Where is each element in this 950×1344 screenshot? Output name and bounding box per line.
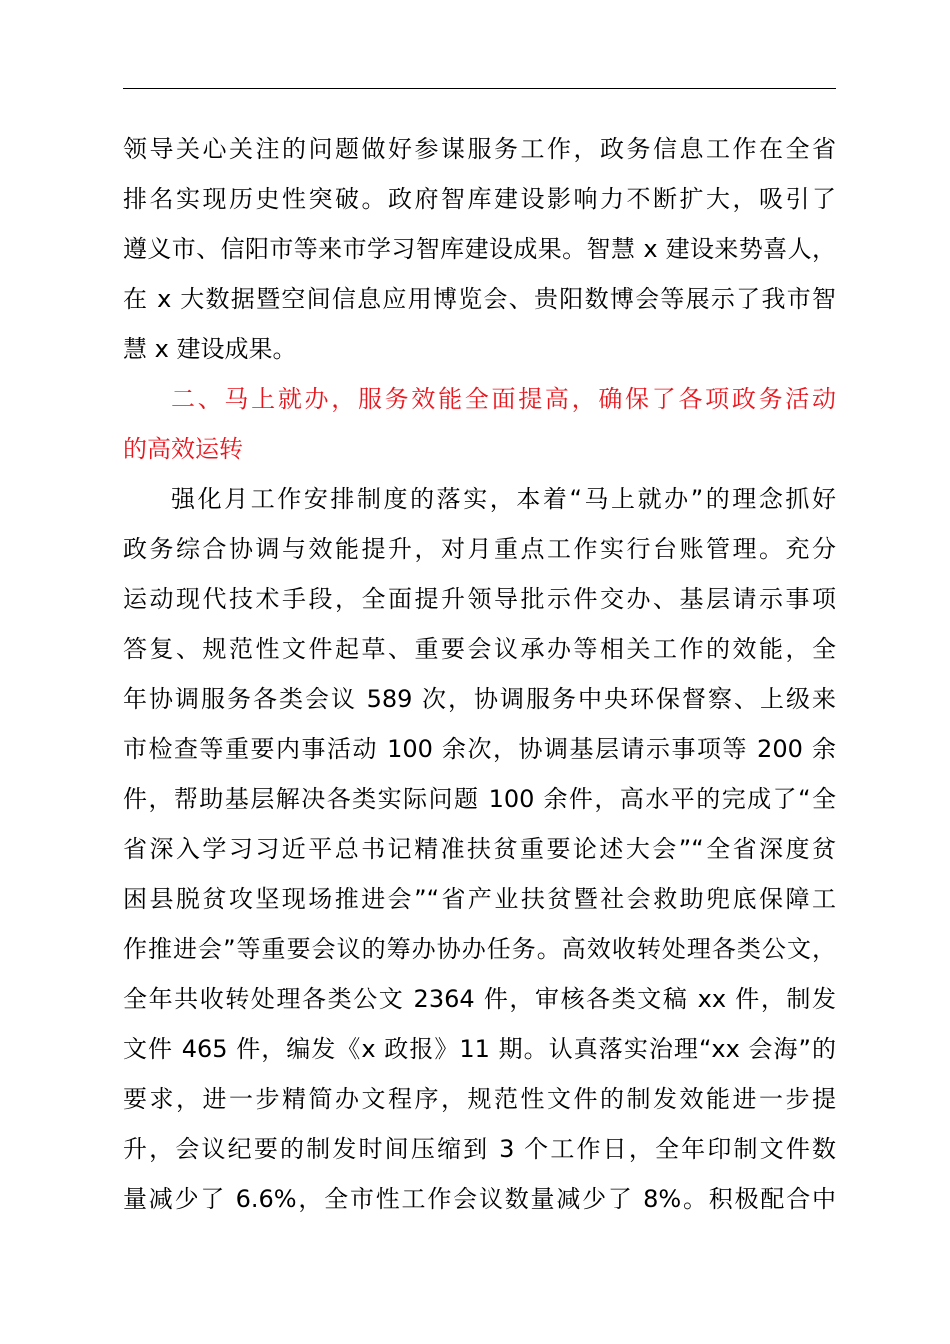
paragraph-line: 作推进会”等重要会议的筹办协办任务。高效收转处理各类公文，	[123, 935, 836, 963]
paragraph-line: 量减少了 6.6%，全市性工作会议数量减少了 8%。积极配合中	[123, 1185, 836, 1213]
paragraph-line: 全年共收转处理各类公文 2364 件，审核各类文稿 xx 件，制发	[123, 985, 836, 1013]
paragraph-line: 文件 465 件，编发《x 政报》11 期。认真落实治理“xx 会海”的	[123, 1035, 836, 1063]
paragraph-line: 件，帮助基层解决各类实际问题 100 余件，高水平的完成了“全	[123, 785, 836, 813]
paragraph-line: 市检查等重要内事活动 100 余次，协调基层请示事项等 200 余	[123, 735, 836, 763]
paragraph-line: 运动现代技术手段，全面提升领导批示件交办、基层请示事项	[123, 585, 836, 613]
paragraph-line: 年协调服务各类会议 589 次，协调服务中央环保督察、上级来	[123, 685, 836, 713]
paragraph-line: 在 x 大数据暨空间信息应用博览会、贵阳数博会等展示了我市智	[123, 285, 836, 313]
header-rule	[123, 88, 836, 89]
paragraph-line: 答复、规范性文件起草、重要会议承办等相关工作的效能，全	[123, 635, 836, 663]
paragraph-line: 慧 x 建设成果。	[123, 335, 297, 363]
section-heading: 二、马上就办，服务效能全面提高，确保了各项政务活动	[171, 385, 836, 413]
paragraph-line: 省深入学习习近平总书记精准扶贫重要论述大会”“全省深度贫	[123, 835, 836, 863]
paragraph-line: 排名实现历史性突破。政府智库建设影响力不断扩大，吸引了	[123, 185, 836, 213]
section-heading: 的高效运转	[123, 435, 243, 463]
paragraph-line: 升，会议纪要的制发时间压缩到 3 个工作日，全年印制文件数	[123, 1135, 836, 1163]
paragraph-line: 遵义市、信阳市等来市学习智库建设成果。智慧 x 建设来势喜人，	[123, 235, 836, 263]
paragraph-line: 要求，进一步精简办文程序，规范性文件的制发效能进一步提	[123, 1085, 836, 1113]
paragraph-line: 领导关心关注的问题做好参谋服务工作，政务信息工作在全省	[123, 135, 836, 163]
paragraph-line: 困县脱贫攻坚现场推进会”“省产业扶贫暨社会救助兜底保障工	[123, 885, 836, 913]
paragraph-line: 强化月工作安排制度的落实，本着“马上就办”的理念抓好	[171, 485, 836, 513]
paragraph-line: 政务综合协调与效能提升，对月重点工作实行台账管理。充分	[123, 535, 836, 563]
